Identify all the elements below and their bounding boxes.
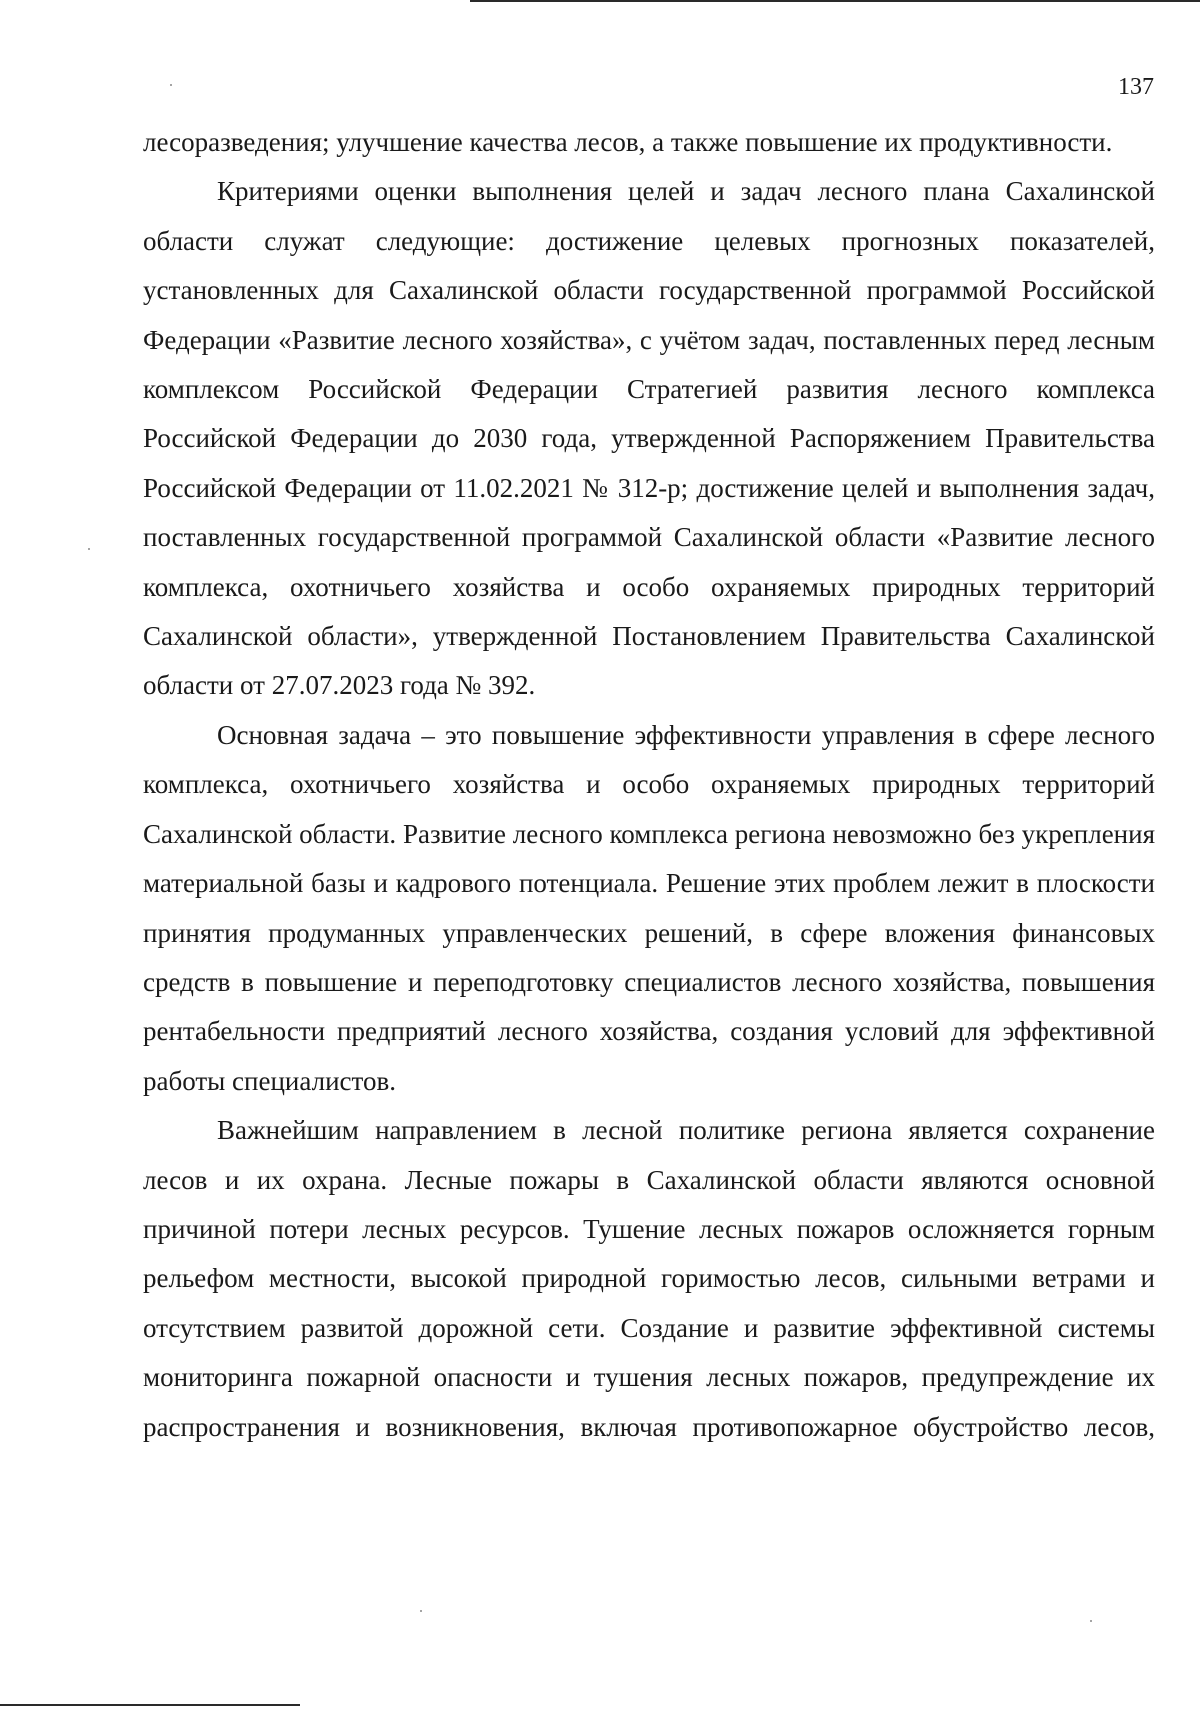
scan-edge-top [470, 0, 1200, 2]
document-body [143, 118, 1155, 1452]
scan-speck [420, 1610, 422, 1612]
page-number: 137 [1118, 74, 1154, 100]
paragraph-evaluation-criteria: Критериями оценки выполнения целей и задач лесного плана Сахалинской области служат следующие: достижение целевых прогнозных показателей, установленных для Сахалинской области государственной программой Российской Федерации «Развитие лесного хозяйства», с учётом задач, поставленных перед лесным комплексом Российской Федерации Стратегией развития лесного комплекса Российской Федерации до 2030 года, утвержденной Распоряжением Правительства Российской Федерации от 11.02.2021 № 312-р; достижение целей и выполнения задач, поставленных государственной программой Сахалинской области «Развитие лесного комплекса, охотничьего хозяйства и особо охраняемых природных территорий Сахалинской области», утвержденной Постановлением Правительства Сахалинской области от 27.07.2023 года № 392. [143, 176, 1155, 701]
paragraph-main-task: Основная задача – это повышение эффективности управления в сфере лесного комплекса, охотничьего хозяйства и особо охраняемых природных территорий Сахалинской области. Развитие лесного комплекса региона невозможно без укрепления материальной базы и кадрового потенциала. Решение этих проблем лежит в плоскости принятия продуманных управленческих решений, в сфере вложения финансовых средств в повышение и переподготовку специалистов лесного хозяйства, повышения рентабельности предприятий лесного хозяйства, создания условий для эффективной работы специалистов. [143, 719, 1155, 1096]
paragraph-forest-protection: Важнейшим направлением в лесной политике региона является сохранение лесов и их охрана. Лесные пожары в Сахалинской области являются основной причиной потери лесных ресурсов. Тушение лесных пожаров осложняется горным рельефом местности, высокой природной горимостью лесов, сильными ветрами и отсутствием развитой дорожной сети. Создание и развитие эффективной системы мониторинга пожарной опасности и тушения лесных пожаров, предупреждение их распространения и возникновения, включая противопожарное обустройство лесов, [143, 1115, 1155, 1442]
scan-speck [88, 548, 90, 550]
scan-speck [170, 84, 172, 86]
paragraph-continuation: лесоразведения; улучшение качества лесов, а также повышение их продуктивности. [143, 127, 1113, 157]
scan-speck [1090, 1620, 1092, 1622]
scan-edge-bottom [0, 1704, 300, 1706]
